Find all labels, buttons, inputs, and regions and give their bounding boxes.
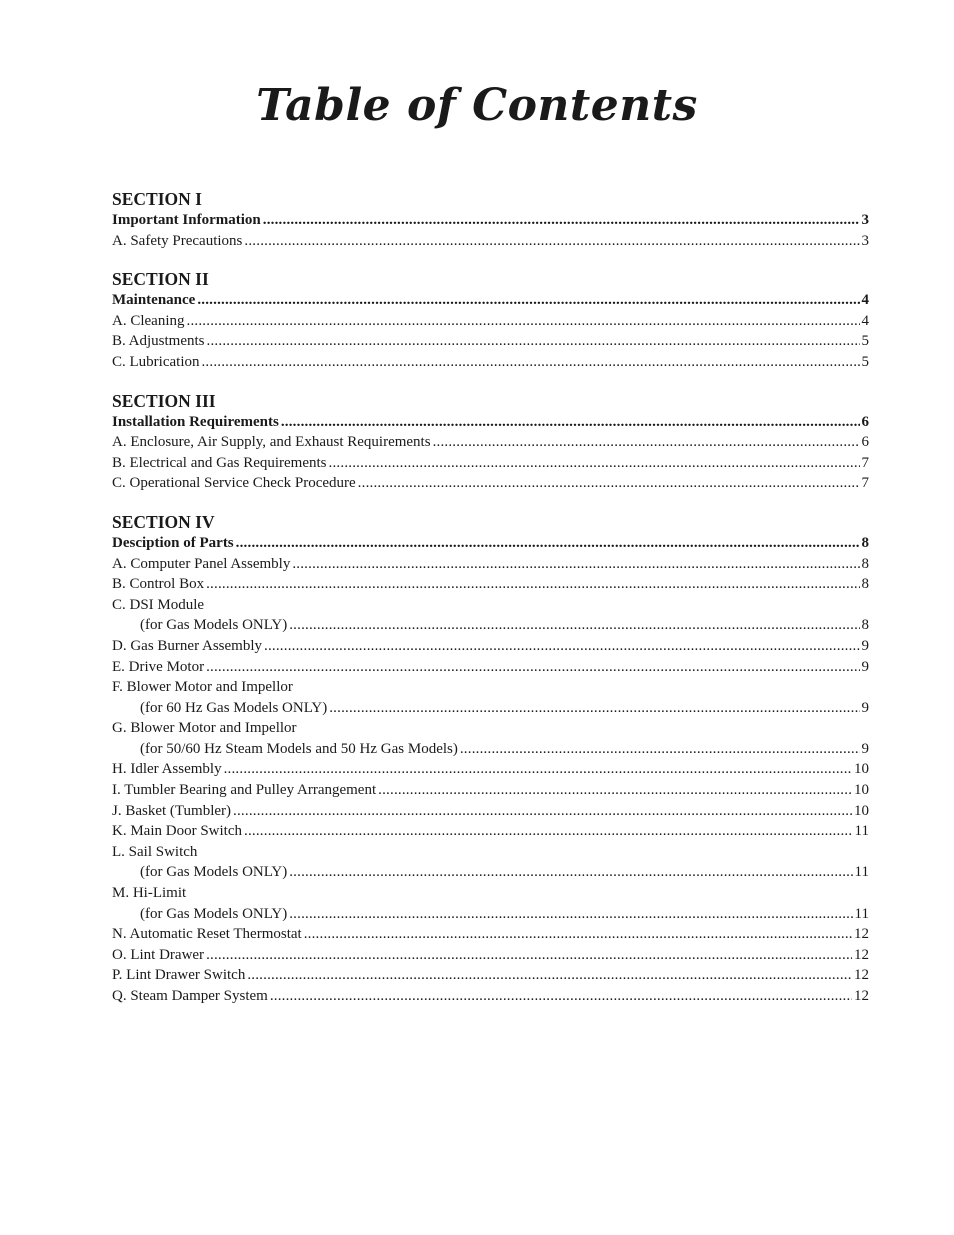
dot-leader [270,986,852,1007]
dot-leader [244,821,853,842]
entry-label: C. Lubrication [112,353,200,370]
page-number: 3 [861,232,869,249]
entry-label: B. Electrical and Gas Requirements [112,454,327,471]
dot-leader [187,311,860,332]
toc-entry[interactable] [112,657,869,678]
toc-entry[interactable] [112,473,869,494]
toc-entry-title[interactable]: L. Sail Switch [112,843,198,860]
entry-label: K. Main Door Switch [112,823,242,840]
page-number: 6 [861,434,869,451]
entry-label: A. Computer Panel Assembly [112,555,291,572]
toc-entry-title[interactable]: M. Hi-Limit [112,885,187,902]
dot-leader [206,657,859,678]
entry-label: J. Basket (Tumbler) [112,802,232,819]
entry-label: C. Operational Service Check Procedure [112,475,356,492]
dot-leader [206,574,859,595]
toc-entry[interactable] [112,821,869,842]
entry-label: Q. Steam Damper System [112,988,268,1004]
page-number: 9 [861,658,869,675]
page-number: 7 [861,454,869,471]
toc-entry[interactable] [112,739,869,760]
entry-label: N. Automatic Reset Thermostat [112,926,302,943]
toc-main-entry[interactable] [112,412,869,433]
entry-label: A. Enclosure, Air Supply, and Exhaust Requirements [112,434,431,451]
table-of-contents [112,188,869,1024]
toc-entry[interactable] [112,780,869,801]
toc-section [112,188,869,251]
toc-entry[interactable] [112,453,869,474]
toc-entry-title[interactable]: F. Blower Motor and Impellor [112,679,293,696]
dot-leader [329,698,859,719]
dot-leader [206,945,852,966]
page-number: 3 [861,212,869,228]
dot-leader [281,412,860,433]
dot-leader [236,533,860,554]
page-number: 12 [854,967,869,984]
entry-label: P. Lint Drawer Switch [112,967,246,984]
page-number: 12 [854,988,869,1004]
page-number: 11 [854,823,869,840]
toc-entry[interactable] [112,636,869,657]
entry-label: I. Tumbler Bearing and Pulley Arrangement [112,782,377,799]
toc-entry[interactable] [112,986,869,1007]
toc-entry[interactable] [112,924,869,945]
dot-leader [329,453,860,474]
dot-leader [289,904,852,925]
toc-entry[interactable] [112,945,869,966]
toc-entry[interactable] [112,801,869,822]
entry-label: H. Idler Assembly [112,761,222,778]
dot-leader [378,780,852,801]
toc-entry[interactable] [112,759,869,780]
dot-leader [233,801,852,822]
entry-label: Important Information [112,212,261,228]
page-number: 12 [854,926,869,943]
toc-entry[interactable] [112,352,869,373]
page-number: 5 [861,353,869,370]
toc-entry-title[interactable]: G. Blower Motor and Impellor [112,720,297,737]
dot-leader [289,862,852,883]
entry-label: Installation Requirements [112,413,279,430]
entry-label: O. Lint Drawer [112,946,205,963]
toc-entry[interactable] [112,554,869,575]
toc-entry[interactable] [112,698,869,719]
dot-leader [433,432,860,453]
dot-leader [460,739,860,760]
entry-label: (for 60 Hz Gas Models ONLY) [140,699,328,716]
entry-label: Desciption of Parts [112,534,234,551]
entry-label: (for Gas Models ONLY) [140,864,288,881]
dot-leader [264,636,860,657]
page-number: 9 [861,699,869,716]
entry-label: (for 50/60 Hz Steam Models and 50 Hz Gas Models) [140,740,458,757]
dot-leader [263,210,860,231]
page-number: 10 [854,782,869,799]
dot-leader [358,473,860,494]
page-number: 11 [854,864,869,881]
entry-label: B. Adjustments [112,333,205,350]
dot-leader [292,554,859,575]
page-number: 12 [854,946,869,963]
toc-main-entry[interactable] [112,533,869,554]
page-number: 11 [854,905,869,922]
toc-main-entry[interactable] [112,210,869,231]
dot-leader [247,965,852,986]
page-number: 4 [861,312,869,329]
page-number: 7 [861,475,869,492]
dot-leader [207,331,860,352]
section-heading: SECTION II [112,269,209,290]
page-number: 4 [861,292,869,309]
toc-entry-title[interactable]: C. DSI Module [112,596,205,613]
toc-section [112,511,869,1007]
toc-entry[interactable] [112,432,869,453]
toc-entry[interactable] [112,231,869,252]
page-number: 5 [861,333,869,350]
page-number: 8 [861,617,869,634]
page-number: 6 [861,413,869,430]
page-number: 9 [861,637,869,654]
entry-label: E. Drive Motor [112,658,205,675]
section-heading: SECTION I [112,189,202,209]
page-number: 9 [861,740,869,757]
toc-entry[interactable] [112,311,869,332]
toc-entry[interactable] [112,862,869,883]
page-number: 8 [861,555,869,572]
dot-leader [224,759,852,780]
page-number: 10 [854,802,869,819]
toc-entry[interactable] [112,331,869,352]
entry-label: (for Gas Models ONLY) [140,617,288,634]
entry-label: (for Gas Models ONLY) [140,905,288,922]
entry-label: D. Gas Burner Assembly [112,637,262,654]
dot-leader [304,924,852,945]
toc-entry[interactable] [112,965,869,986]
entry-label: A. Cleaning [112,312,185,329]
entry-label: Maintenance [112,292,196,309]
page-number: 8 [861,576,869,593]
dot-leader [244,231,859,252]
page-title: Table of Contents [256,80,698,131]
toc-main-entry[interactable] [112,290,869,311]
toc-section [112,268,869,372]
section-heading: SECTION IV [112,511,215,532]
toc-entry[interactable] [112,574,869,595]
page-number: 10 [854,761,869,778]
section-heading: SECTION III [112,390,216,411]
toc-entry[interactable] [112,904,869,925]
dot-leader [289,615,859,636]
dot-leader [197,290,859,311]
entry-label: B. Control Box [112,576,205,593]
page-number: 8 [861,534,869,551]
toc-section [112,390,869,494]
entry-label: A. Safety Precautions [112,232,243,249]
dot-leader [201,352,859,373]
toc-entry[interactable] [112,615,869,636]
